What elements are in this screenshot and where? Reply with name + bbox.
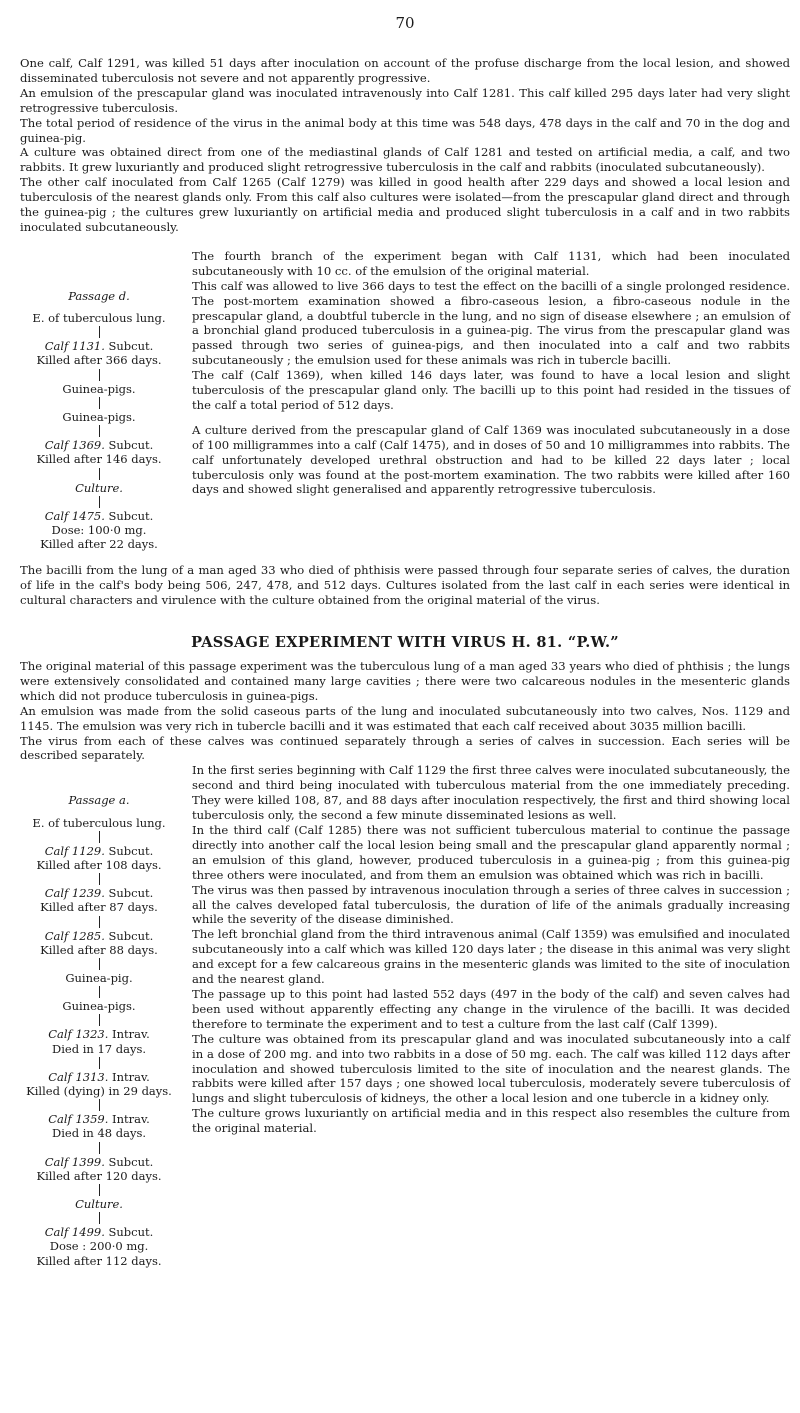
section-intro-paragraph: The original material of this passage experiment was the tuberculous lung of a man aged 33 years who died of phthisis ; the lungs were extensively consolidated and contained many large cavities ; there were two calcareous nodules in the mesenteric glands which did not produce tuberculosis in guinea-pigs. bbox=[20, 659, 790, 703]
guinea-pig-label: Guinea-pigs. bbox=[62, 999, 136, 1014]
passage-a-title: Passage a. bbox=[68, 793, 130, 808]
fate-label: Killed after 112 days. bbox=[36, 1253, 162, 1268]
calf-label: Calf 1313. bbox=[48, 1069, 109, 1084]
intro-paragraph: A culture was obtained direct from one of the mediastinal glands of Calf 1281 and tested on artificial media, a calf, and two rabbits. It grew luxuriantly and produced slight retrogressive tuberculosis in the calf and rabbits (inoculated subcutaneously). bbox=[20, 145, 790, 175]
intro-section bbox=[20, 56, 790, 235]
flow-connector bbox=[20, 1013, 178, 1027]
flow-connector bbox=[20, 872, 178, 886]
fate-label: Killed after 366 days. bbox=[36, 353, 162, 368]
flow-connector bbox=[20, 957, 178, 971]
section-heading: PASSAGE EXPERIMENT WITH VIRUS H. 81. “P.W.” bbox=[191, 634, 619, 652]
route-label: Intrav. bbox=[112, 1112, 150, 1127]
flow-connector bbox=[20, 830, 178, 844]
calf-label: Calf 1359. bbox=[48, 1112, 109, 1127]
intro-paragraph: An emulsion of the prescapular gland was inoculated intravenously into Calf 1281. This calf killed 295 days later had very slight retrogressive tuberculosis. bbox=[20, 85, 790, 115]
summary-paragraph: The bacilli from the lung of a man aged 33 who died of phthisis were passed through four separate series of calves, the duration of life in the calf's body being 506, 247, 478, and 512 days. Cultures isolated from the last calf in each series were identical in cultural characters and virulence with the culture obtained from the original material of the virus. bbox=[20, 563, 790, 608]
fate-label: Killed (dying) in 29 days. bbox=[26, 1084, 172, 1099]
passage-d-title: Passage d. bbox=[68, 288, 130, 303]
flow-connector bbox=[20, 396, 178, 410]
section-intro bbox=[20, 659, 790, 763]
route-label: Intrav. bbox=[112, 1027, 150, 1042]
fate-label: Killed after 22 days. bbox=[40, 537, 158, 552]
flow-connector bbox=[20, 368, 178, 382]
route-label: Subcut. bbox=[108, 928, 154, 943]
passage-d-block bbox=[20, 249, 790, 551]
dose-label: Dose: 100·0 mg. bbox=[51, 522, 147, 537]
body-paragraph: The passage up to this point had lasted 552 days (497 in the body of the calf) and seven calves had been used without apparently effecting any change in the virulence of the bacilli. It was decided therefore to terminate the experiment and to test a culture from the last calf (Calf 1399). bbox=[192, 986, 790, 1031]
page bbox=[20, 10, 790, 1268]
flow-connector bbox=[20, 1183, 178, 1197]
route-label: Subcut. bbox=[108, 843, 154, 858]
fate-label: Died in 17 days. bbox=[51, 1041, 147, 1056]
calf-label: Calf 1369. bbox=[44, 438, 105, 453]
body-paragraph: In the third calf (Calf 1285) there was not sufficient tuberculous material to continue the passage directly into another calf the local lesion being small and the prescapular gland apparently normal ; an emulsion of this gland, however, produced tuberculosis in a guinea-pig ; from this guinea-pig three others were inoculated, and from them an emulsion was obtained which was rich in bacilli. bbox=[192, 823, 790, 882]
body-paragraph: The calf (Calf 1369), when killed 146 days later, was found to have a local lesion and slight tuberculosis of the prescapular gland only. The bacilli up to this point had resided in the tissues of the calf a total period of 512 days. bbox=[192, 368, 790, 412]
route-label: Subcut. bbox=[108, 1154, 154, 1169]
passage-a-text bbox=[178, 763, 790, 1267]
fate-label: Killed after 108 days. bbox=[36, 857, 162, 872]
calf-label: Calf 1239. bbox=[44, 886, 105, 901]
route-label: Subcut. bbox=[108, 886, 154, 901]
passage-d-sidebar bbox=[20, 249, 178, 551]
flow-connector bbox=[20, 1211, 178, 1225]
calf-label: Calf 1129. bbox=[44, 843, 105, 858]
passage-a-sidebar bbox=[20, 763, 178, 1267]
body-paragraph: The culture was obtained from its prescapular gland and was inoculated subcutaneously into a calf in a dose of 200 mg. and into two rabbits in a dose of 50 mg. each. The calf was killed 112 days after inoculation and showed tuberculosis limited to the site of inoculation and the nearest glands. The rabbits were killed after 157 days ; one showed local tuberculosis, moderately severe tuberculosis of lungs and slight tuberculosis of kidneys, the other a local lesion and one tubercle in a kidney only. bbox=[192, 1031, 790, 1106]
route-label: Subcut. bbox=[108, 1225, 154, 1240]
flow-connector bbox=[20, 424, 178, 438]
flow-connector bbox=[20, 1141, 178, 1155]
body-paragraph: The virus was then passed by intravenous inoculation through a series of three calves in succession ; all the calves developed fatal tuberculosis, the duration of life of the animals gradually increasing while the severity of the disease diminished. bbox=[192, 882, 790, 927]
body-paragraph: In the first series beginning with Calf 1129 the first three calves were inoculated subcutaneously, the second and third being inoculated with tuberculous material from the one immediately preceding. They were killed 108, 87, and 88 days after inoculation respectively, the first and third showing local tuberculosis only, the second a few minute disseminated lesions as well. bbox=[192, 763, 790, 823]
passage-a-block bbox=[20, 763, 790, 1267]
fate-label: Killed after 120 days. bbox=[36, 1168, 162, 1183]
summary-section bbox=[20, 563, 790, 608]
flow-connector bbox=[20, 985, 178, 999]
flow-connector bbox=[20, 495, 178, 509]
culture-label: Culture. bbox=[75, 1197, 123, 1212]
calf-label: Calf 1499. bbox=[44, 1225, 105, 1240]
guinea-pig-label: Guinea-pigs. bbox=[62, 381, 136, 396]
route-label: Subcut. bbox=[108, 508, 154, 523]
intro-paragraph: One calf, Calf 1291, was killed 51 days after inoculation on account of the profuse discharge from the local lesion, and showed disseminated tuberculosis not severe and not apparently progressive. bbox=[20, 56, 790, 85]
fate-label: Died in 48 days. bbox=[51, 1126, 147, 1141]
route-label: Subcut. bbox=[108, 339, 154, 354]
route-label: Intrav. bbox=[112, 1069, 150, 1084]
flow-connector bbox=[20, 1098, 178, 1112]
calf-label: Calf 1475. bbox=[44, 508, 105, 523]
section-intro-paragraph: The virus from each of these calves was continued separately through a series of calves in succession. Each series will be described separately. bbox=[20, 733, 790, 763]
body-paragraph: The left bronchial gland from the third intravenous animal (Calf 1359) was emulsified and inoculated subcutaneously into a calf which was killed 120 days later ; the disease in this animal was very slight and except for a few calcareous grains in the mesenteric glands was limited to the site of inoculation and the nearest gland. bbox=[192, 927, 790, 987]
body-paragraph: This calf was allowed to live 366 days to test the effect on the bacilli of a single prolonged residence. The post-mortem examination showed a fibro-caseous lesion, a fibro-caseous nodule in the prescapular gland, a doubtful tubercle in the lung, and no sign of disease elsewhere ; an emulsion of a bronchial gland produced tuberculosis in a guinea-pig. The virus from the prescapular gland was passed through two series of guinea-pigs, and then inoculated into a calf and two rabbits subcutaneously ; the emulsion used for these animals was rich in tubercle bacilli. bbox=[192, 278, 790, 368]
fate-label: Killed after 146 days. bbox=[36, 452, 162, 467]
flow-connector bbox=[20, 915, 178, 929]
passage-d-source: E. of tuberculous lung. bbox=[32, 311, 166, 326]
flow-connector bbox=[20, 325, 178, 339]
guinea-pig-label: Guinea-pigs. bbox=[62, 409, 136, 424]
guinea-pig-label: Guinea-pig. bbox=[65, 971, 133, 985]
passage-a-source: E. of tuberculous lung. bbox=[32, 815, 166, 830]
calf-label: Calf 1131. bbox=[44, 339, 105, 354]
fate-label: Killed after 88 days. bbox=[40, 942, 158, 957]
body-paragraph: A culture derived from the prescapular gland of Calf 1369 was inoculated subcutaneously in a dose of 100 milligrammes into a calf (Calf 1475), and in doses of 50 and 10 milligrammes into rabbits. The calf unfortunately developed urethral obstruction and had to be killed 22 days later ; local tuberculosis only was found at the post-mortem examination. The two rabbits were killed after 160 days and showed slight generalised and apparently retrogressive tuberculosis. bbox=[192, 422, 790, 497]
flow-connector bbox=[20, 467, 178, 481]
route-label: Subcut. bbox=[108, 438, 154, 453]
passage-d-text bbox=[178, 249, 790, 551]
calf-label: Calf 1323. bbox=[48, 1027, 109, 1042]
dose-label: Dose : 200·0 mg. bbox=[49, 1239, 149, 1254]
page-number: 70 bbox=[395, 14, 415, 32]
body-paragraph: The fourth branch of the experiment began with Calf 1131, which had been inoculated subcutaneously with 10 cc. of the emulsion of the original material. bbox=[192, 248, 790, 278]
intro-paragraph: The other calf inoculated from Calf 1265 (Calf 1279) was killed in good health after 229 days and showed a local lesion and tuberculosis of the nearest glands only. From this calf also cultures were isolated—from the prescapular gland direct and through the guinea-pig ; the cultures grew luxuriantly on artificial media and produced slight tuberculosis in a calf and in two rabbits inoculated subcutaneously. bbox=[20, 175, 790, 234]
calf-label: Calf 1285. bbox=[44, 928, 105, 943]
intro-paragraph: The total period of residence of the virus in the animal body at this time was 548 days, 478 days in the calf and 70 in the dog and guinea-pig. bbox=[20, 115, 790, 145]
culture-label: Culture. bbox=[75, 480, 123, 495]
calf-label: Calf 1399. bbox=[44, 1154, 105, 1169]
flow-connector bbox=[20, 1056, 178, 1070]
section-intro-paragraph: An emulsion was made from the solid caseous parts of the lung and inoculated subcutaneously into two calves, Nos. 1129 and 1145. The emulsion was very rich in tubercle bacilli and it was estimated that each calf received about 3035 million bacilli. bbox=[20, 703, 790, 733]
body-paragraph: The culture grows luxuriantly on artificial media and in this respect also resembles the culture from the original material. bbox=[192, 1106, 790, 1136]
fate-label: Killed after 87 days. bbox=[40, 900, 158, 915]
